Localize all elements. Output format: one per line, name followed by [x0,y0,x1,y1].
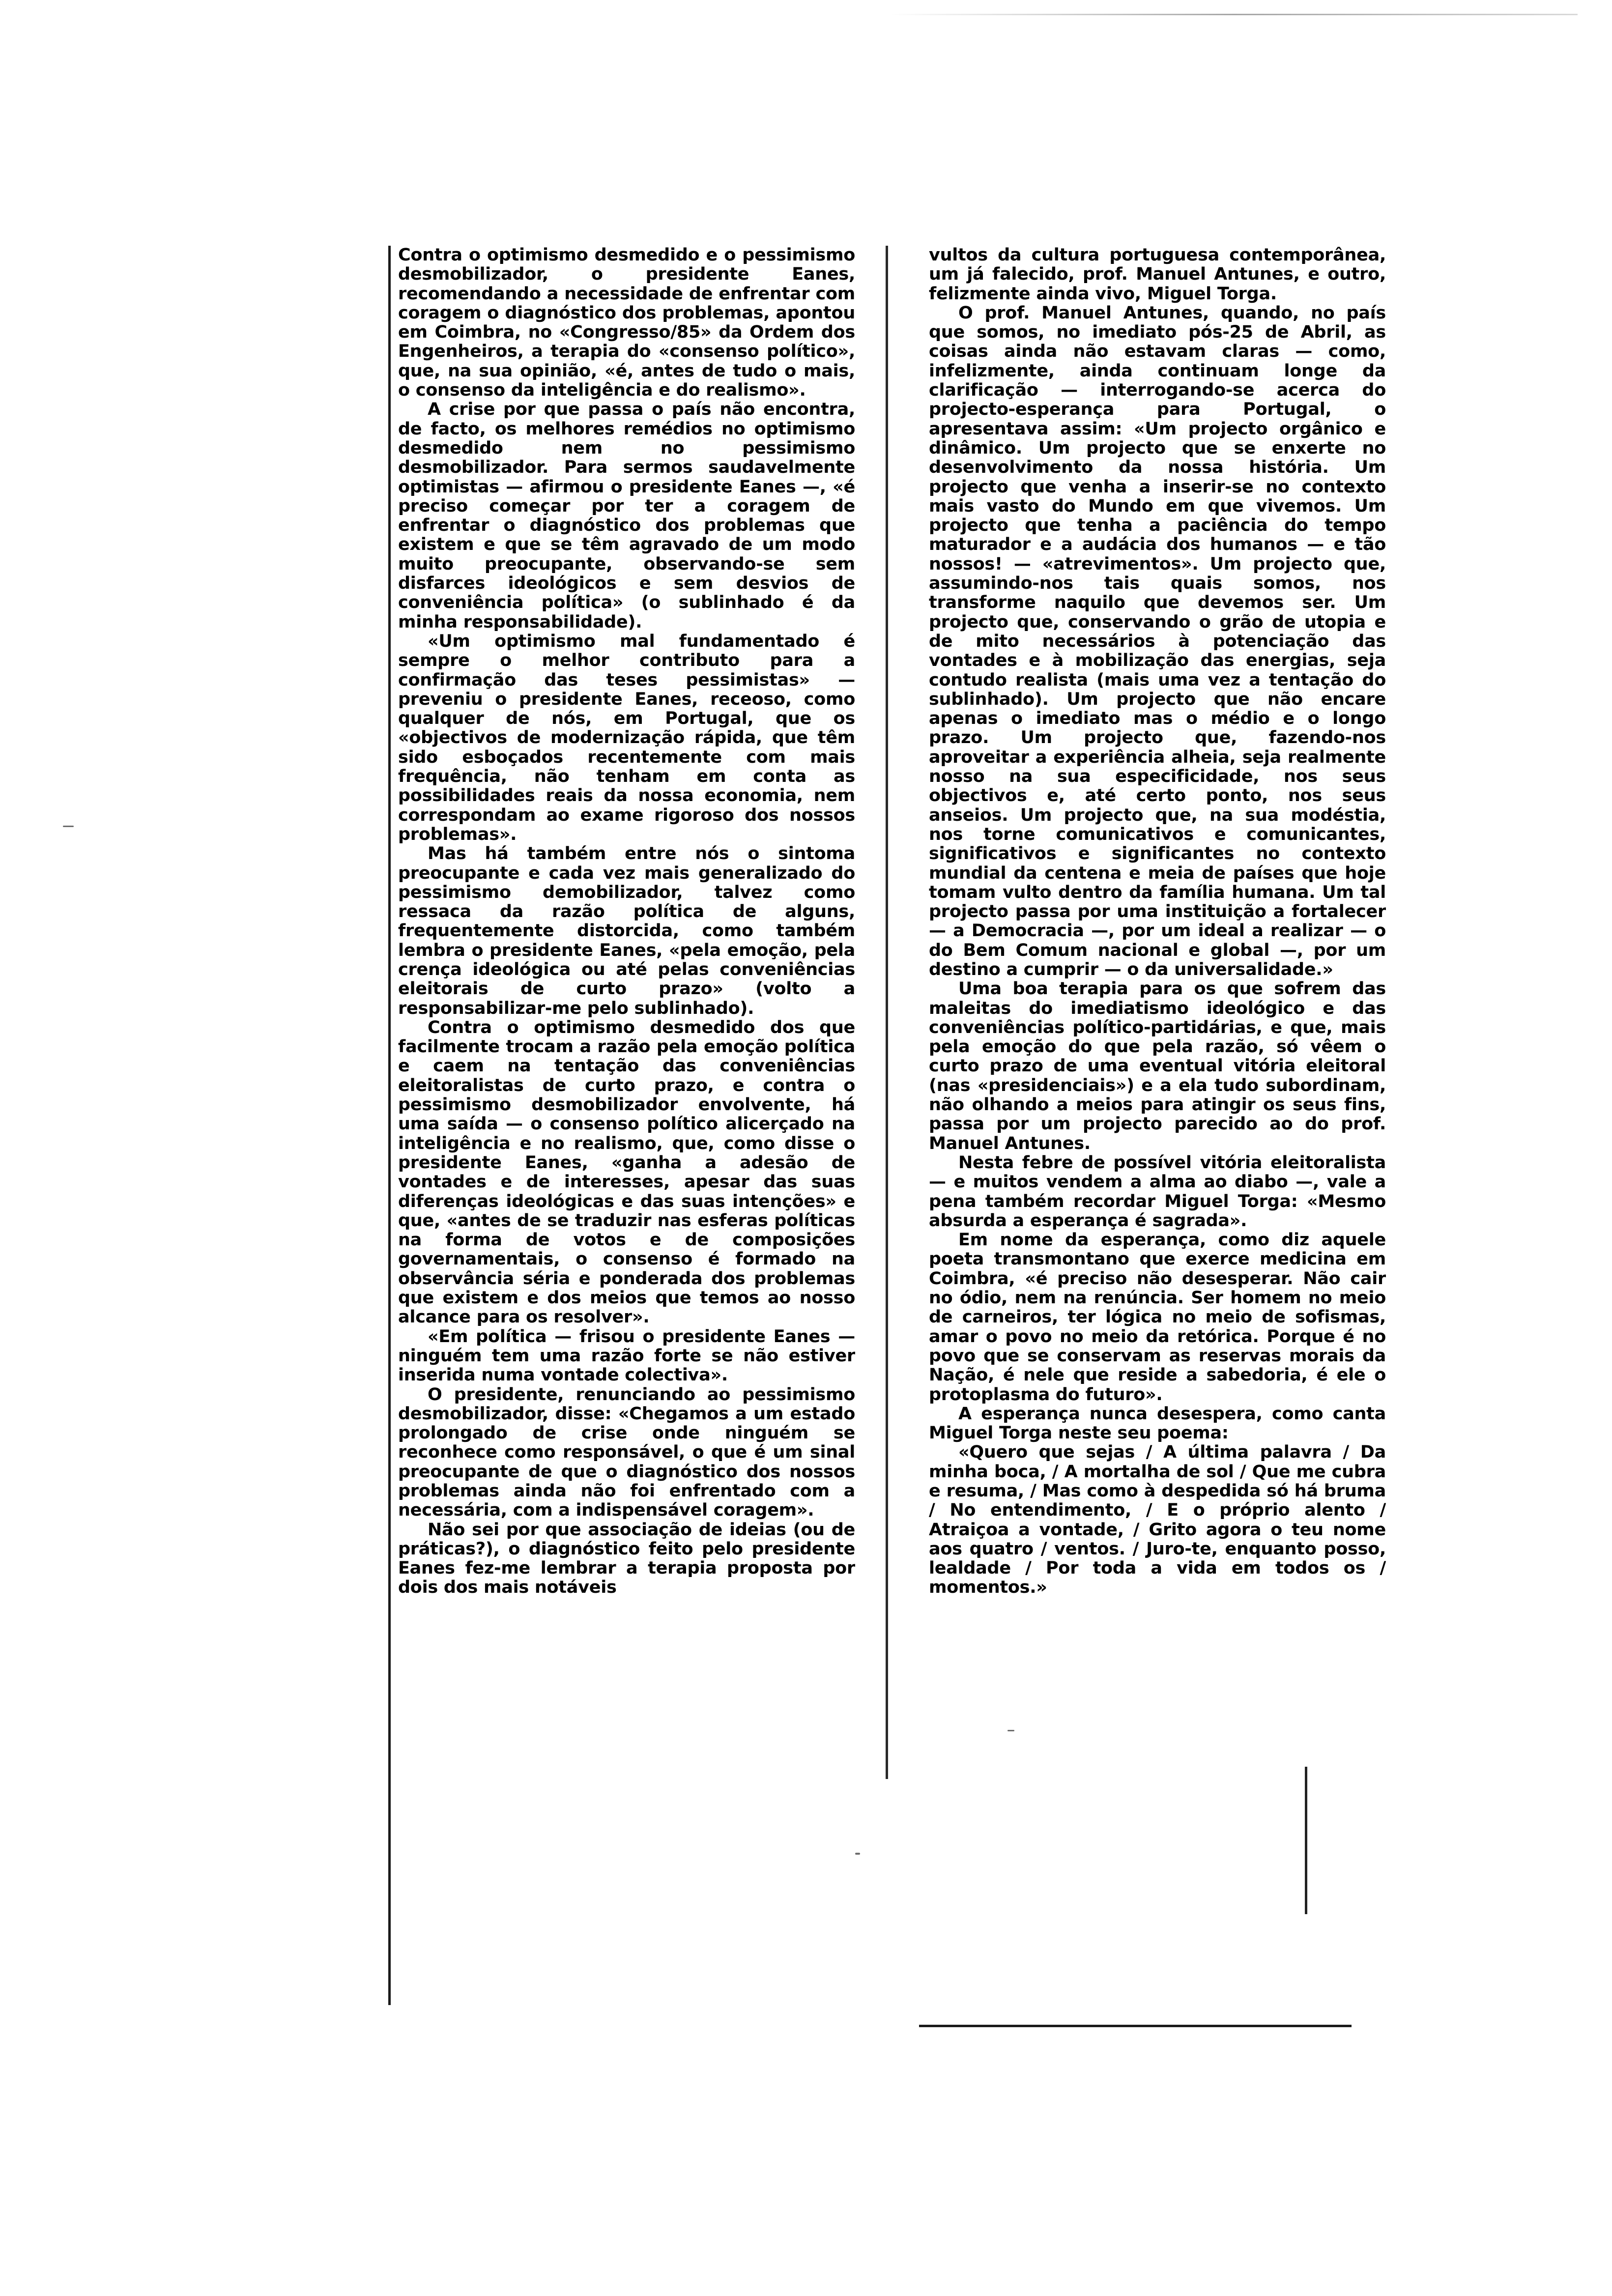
paragraph: vultos da cultura portuguesa contemporânea, um já falecido, prof. Manuel Antunes, e outro, felizmente ainda vivo, Miguel Torga. [929,246,1386,304]
paragraph: Não sei por que associação de ideias (ou de práticas?), o diagnóstico feito pelo presidente Eanes fez-me lembrar a terapia proposta por dois dos mais notáveis [398,1520,855,1598]
paragraph: Nesta febre de possível vitória eleitoralista — e muitos vendem a alma ao diabo —, vale a pena também recordar Miguel Torga: «Mesmo absurda a esperança é sagrada». [929,1152,1386,1231]
paragraph: Em nome da esperança, como diz aquele poeta transmontano que exerce medicina em Coimbra, «é preciso não desesperar. Não cair no ódio, nem na renúncia. Ser homem no meio de carneiros, ter lógica no meio de sofismas, amar o povo no meio da retórica. Porque é no povo que se conservam as reservas morais da Nação, é nele que reside a sabedoria, é ele o protoplasma do futuro». [929,1230,1386,1405]
newspaper-clipping [378,246,1386,2030]
paragraph: A crise por que passa o país não encontra, de facto, os melhores remédios no optimismo desmedido nem no pessimismo desmobilizador. Para sermos saudavelmente optimistas — afirmou o presidente Eanes —, «é preciso começar por ter a coragem de enfrentar o diagnóstico dos problemas que existem e que se têm agravado de um modo muito preocupante, observando-se sem disfarces ideológicos e sem desvios de conveniência política» (o sublinhado é da minha responsabilidade). [398,400,855,632]
column-rule-bottom [919,2025,1352,2027]
paragraph: Uma boa terapia para os que sofrem das maleitas do imediatismo ideológico e das conveniências político-partidárias, e que, mais pela emoção do que pela razão, só vêem o curto prazo de uma eventual vitória eleitoral (nas «presidenciais») e a ela tudo subordinam, não olhando a meios para atingir os seus fins, passa por um projecto parecido ao do prof. Manuel Antunes. [929,979,1386,1153]
paragraph: «Em política — frisou o presidente Eanes — ninguém tem uma razão forte se não estiver inserida numa vontade colectiva». [398,1326,855,1385]
paragraph: O prof. Manuel Antunes, quando, no país que somos, no imediato pós-25 de Abril, as coisas ainda não estavam claras — como, infelizmente, ainda continuam longe da clarificação — interrogando-se acerca do projecto-esperança para Portugal, o apresentava assim: «Um projecto orgânico e dinâmico. Um projecto que se enxerte no desenvolvimento da nossa história. Um projecto que venha a inserir-se no contexto mais vasto do Mundo em que vivemos. Um projecto que tenha a paciência do tempo maturador e a audácia dos humanos — e tão nossos! — «atrevimentos». Um projecto que, assumindo-nos tais quais somos, nos transforme naquilo que devemos ser. Um projecto que, conservando o grão de utopia e de mito necessários à potenciação das vontades e à mobilização das energias, seja contudo realista (mais uma vez a tentação do sublinhado). Um projecto que não encare apenas o imediato mas o médio e o longo prazo. Um projecto que, fazendo-nos aproveitar a experiência alheia, seja realmente nosso na sua especificidade, nos seus objectivos e, até certo ponto, nos seus anseios. Um projecto que, na sua modéstia, nos torne comunicativos e comunicantes, significativos e significantes no contexto mundial da centena e meia de países que hoje tomam vulto dentro da família humana. Um tal projecto passa por uma instituição a fortalecer — a Democracia —, por um ideal a realizar — o do Bem Comum nacional e global —, por um destino a cumprir — o da universalidade.» [929,303,1386,979]
paragraph: O presidente, renunciando ao pessimismo desmobilizador, disse: «Chegamos a um estado prolongado de crise onde ninguém se reconhece como responsável, o que é um sinal preocupante de que o diagnóstico dos nossos problemas ainda não foi enfrentado com a necessária, com a indispensável coragem». [398,1384,855,1521]
paragraph: Mas há também entre nós o sintoma preocupante e cada vez mais generalizado do pessimismo demobilizador, talvez como ressaca da razão política de alguns, frequentemente distorcida, como também lembra o presidente Eanes, «pela emoção, pela crença ideológica ou até pelas conveniências eleitorais de curto prazo» (volto a responsabilizar-me pelo sublinhado). [398,844,855,1018]
poem-quote: «Quero que sejas / A última palavra / Da minha boca, / A mortalha de sol / Que me cubra e resuma, / Mas como à despedida só há bruma / No entendimento, / E o próprio alento / Atraiçoa a vontade, / Grito agora o teu nome aos quatro / ventos. / Juro-te, enquanto posso, lealdade / Por toda a vida em todos os / momentos.» [929,1442,1386,1598]
paragraph: Contra o optimismo desmedido e o pessimismo desmobilizador, o presidente Eanes, recomendando a necessidade de enfrentar com coragem o diagnóstico dos problemas, apontou em Coimbra, no «Congresso/85» da Ordem dos Engenheiros, a terapia do «consenso político», que, na sua opinião, «é, antes de tudo o mais, o consenso da inteligência e do realismo». [398,246,855,401]
article-column-right [929,246,1386,2010]
scan-speck [63,826,74,827]
article-column-left [378,246,855,2010]
scan-edge-line [890,14,1578,15]
paragraph: Contra o optimismo desmedido dos que facilmente trocam a razão pela emoção política e caem na tentação das conveniências eleitoralistas de curto prazo, e contra o pessimismo desmobilizador envolvente, há uma saída — o consenso político alicerçado na inteligência e no realismo, que, como disse o presidente Eanes, «ganha a adesão de vontades e de interesses, apesar das suas diferenças ideológicas e das suas intenções» e que, «antes de se traduzir nas esferas políticas na forma de votos e de composições governamentais, o consenso é formado na observância séria e ponderada dos problemas que existem e dos meios que temos ao nosso alcance para os resolver». [398,1017,855,1327]
paragraph: «Um optimismo mal fundamentado é sempre o melhor contributo para a confirmação das teses pessimistas» — preveniu o presidente Eanes, receoso, como qualquer de nós, em Portugal, que os «objectivos de modernização rápida, que têm sido esboçados recentemente com mais frequência, não tenham em conta as possibilidades reais da nossa economia, nem correspondam ao exame rigoroso dos nossos problemas». [398,631,855,844]
column-rule-middle [886,246,888,1779]
paragraph: A esperança nunca desespera, como canta Miguel Torga neste seu poema: [929,1404,1386,1443]
